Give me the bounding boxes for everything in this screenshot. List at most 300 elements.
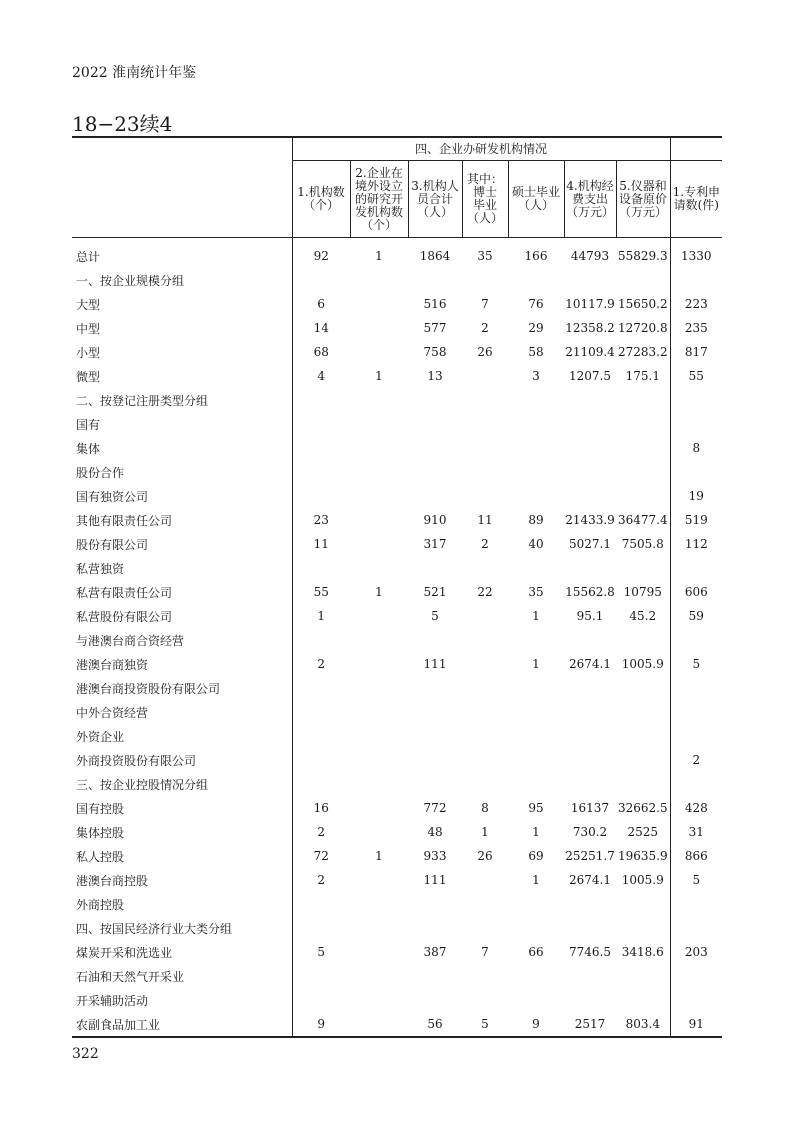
- table-cell: [508, 988, 564, 1012]
- stub-header: [72, 137, 292, 238]
- table-cell: [670, 772, 722, 796]
- table-cell: [670, 916, 722, 940]
- table-cell: [508, 724, 564, 748]
- table-cell: [350, 628, 408, 652]
- table-cell: [564, 892, 616, 916]
- table-cell: 1: [532, 873, 540, 887]
- table-cell: [508, 676, 564, 700]
- table-cell: 2674.1: [569, 873, 611, 887]
- table-row: [72, 796, 722, 820]
- table-cell: [462, 364, 508, 388]
- table-cell: 15650.2: [617, 297, 668, 311]
- column-header-line: （万元）: [565, 204, 614, 219]
- table-cell: [462, 772, 508, 796]
- table-cell: [616, 268, 670, 292]
- table-cell: 5: [431, 609, 439, 623]
- table-cell: [408, 484, 462, 508]
- row-label: 其他有限责任公司: [76, 513, 173, 528]
- table-row: [72, 532, 722, 556]
- table-cell: 803.4: [616, 1012, 670, 1037]
- table-cell: [564, 676, 616, 700]
- page-number: 322: [72, 1046, 99, 1062]
- column-header: [462, 161, 508, 238]
- table-row: [72, 772, 722, 796]
- table-row: [72, 238, 722, 269]
- table-cell: [508, 436, 564, 460]
- row-label: 中型: [76, 321, 101, 336]
- table-cell: 5: [670, 868, 722, 892]
- table-cell: 606: [670, 580, 722, 604]
- table-cell: [670, 892, 722, 916]
- table-cell: [350, 340, 408, 364]
- table-cell: 21433.9: [565, 513, 615, 527]
- table-cell: [508, 892, 564, 916]
- column-header: [350, 161, 408, 238]
- table-cell: [616, 892, 670, 916]
- table-cell: 16: [292, 796, 350, 820]
- table-cell: 2: [292, 868, 350, 892]
- table-cell: 55829.3: [617, 249, 668, 263]
- table-cell: 32662.5: [617, 801, 668, 815]
- table-cell: [292, 268, 350, 292]
- table-cell: [408, 916, 462, 940]
- row-label: 国有: [76, 417, 101, 432]
- table-cell: 2: [670, 748, 722, 772]
- table-cell: 21109.4: [565, 345, 615, 359]
- table-cell: [292, 892, 350, 916]
- table-cell: 519: [670, 508, 722, 532]
- table-cell: [616, 556, 670, 580]
- row-label: 中外合资经营: [76, 705, 149, 720]
- table-cell: [350, 700, 408, 724]
- table-cell: [564, 388, 616, 412]
- table-cell: 1: [481, 825, 489, 839]
- column-header: [616, 161, 670, 238]
- table-cell: 2: [292, 820, 350, 844]
- table-cell: 933: [423, 849, 447, 863]
- table-cell: 1: [532, 657, 540, 671]
- row-label: 微型: [76, 369, 101, 384]
- row-label: 三、按企业控股情况分组: [76, 777, 209, 792]
- table-cell: 7: [481, 945, 489, 959]
- table-body: [72, 238, 722, 1038]
- table-cell: [292, 436, 350, 460]
- row-label: 四、按国民经济行业大类分组: [76, 921, 233, 936]
- table-row: [72, 460, 722, 484]
- table-row: [72, 892, 722, 916]
- table-cell: [350, 508, 408, 532]
- table-cell: 68: [292, 340, 350, 364]
- table-cell: 91: [670, 1012, 722, 1037]
- table-row: [72, 412, 722, 436]
- column-header-line: 5.仪器和: [619, 178, 667, 193]
- column-header-line: 境外设立: [354, 178, 403, 193]
- table-cell: 95.1: [576, 609, 604, 623]
- table-row: [72, 484, 722, 508]
- table-cell: 1: [292, 604, 350, 628]
- table-cell: 5: [670, 652, 722, 676]
- table-cell: 29: [528, 321, 544, 335]
- table-cell: [292, 556, 350, 580]
- row-label: 与港澳台商合资经营: [76, 633, 185, 648]
- table-row: [72, 940, 722, 964]
- table-cell: [462, 988, 508, 1012]
- table-cell: 89: [528, 513, 544, 527]
- table-cell: 8: [670, 436, 722, 460]
- column-header-line: 2.企业在: [355, 165, 403, 180]
- table-cell: 2: [481, 537, 489, 551]
- table-cell: 16137: [570, 801, 610, 815]
- table-cell: [616, 436, 670, 460]
- row-label: 二、按登记注册类型分组: [76, 393, 209, 408]
- table-cell: 40: [528, 537, 544, 551]
- table-cell: [564, 772, 616, 796]
- table-cell: 730.2: [572, 825, 608, 839]
- table-cell: [462, 676, 508, 700]
- column-header-line: （个）: [302, 198, 339, 212]
- table-cell: [508, 700, 564, 724]
- table-cell: 19635.9: [617, 849, 668, 863]
- table-cell: [564, 988, 616, 1012]
- table-cell: 1207.5: [569, 369, 611, 383]
- table-row: [72, 316, 722, 340]
- row-label: 国有独资公司: [76, 489, 149, 504]
- table-cell: [462, 268, 508, 292]
- running-head: 2022 淮南统计年鉴: [72, 65, 197, 81]
- table-cell: [462, 556, 508, 580]
- table-row: [72, 748, 722, 772]
- table-cell: [350, 868, 408, 892]
- row-label: 大型: [76, 297, 101, 312]
- table-cell: 175.1: [625, 369, 660, 383]
- table-row: [72, 628, 722, 652]
- table-cell: [670, 676, 722, 700]
- table-cell: 25251.7: [565, 849, 615, 863]
- table-cell: 1864: [419, 249, 451, 263]
- column-header-line: 4.机构经: [566, 178, 614, 193]
- table-row: [72, 604, 722, 628]
- table-cell: [350, 988, 408, 1012]
- row-label: 外商投资股份有限公司: [76, 753, 197, 768]
- column-header-line: （人）: [517, 198, 554, 212]
- table-cell: 817: [670, 340, 722, 364]
- table-row: [72, 292, 722, 316]
- column-header: [408, 161, 462, 238]
- table-cell: [616, 460, 670, 484]
- table-cell: [564, 556, 616, 580]
- table-row: [72, 508, 722, 532]
- column-header-line: （人）: [466, 211, 503, 225]
- table-cell: [616, 412, 670, 436]
- table-cell: 111: [423, 657, 447, 671]
- group-header: 四、企业办研发机构情况: [292, 137, 670, 161]
- table-cell: 35: [477, 249, 493, 263]
- table-cell: [350, 484, 408, 508]
- table-cell: 7746.5: [569, 945, 611, 959]
- table-cell: [670, 460, 722, 484]
- table-cell: [616, 724, 670, 748]
- table-cell: [508, 964, 564, 988]
- row-label: 私人控股: [76, 849, 125, 864]
- row-label: 私营有限责任公司: [76, 585, 173, 600]
- table-cell: [350, 724, 408, 748]
- table-cell: [350, 532, 408, 556]
- column-header-line: 3.机构人: [411, 178, 459, 193]
- table-row: [72, 268, 722, 292]
- table-cell: [616, 388, 670, 412]
- table-cell: [670, 412, 722, 436]
- table-cell: [408, 748, 462, 772]
- column-header-line: 1.机构数: [297, 185, 345, 199]
- table-cell: 2525: [627, 825, 659, 839]
- table-cell: 772: [423, 801, 447, 815]
- table-cell: [350, 916, 408, 940]
- table-cell: [350, 652, 408, 676]
- table-row: [72, 820, 722, 844]
- table-cell: [564, 436, 616, 460]
- column-header: [292, 161, 350, 238]
- table-cell: [564, 628, 616, 652]
- column-header: [564, 161, 616, 238]
- table-cell: 12720.8: [617, 321, 668, 335]
- column-header-line: （个）: [360, 217, 397, 232]
- table-cell: 577: [423, 321, 447, 335]
- table-cell: [616, 772, 670, 796]
- table-cell: 76: [528, 297, 544, 311]
- table-cell: [292, 628, 350, 652]
- table-cell: [508, 916, 564, 940]
- table-cell: [408, 700, 462, 724]
- table-cell: [670, 700, 722, 724]
- table-cell: [292, 748, 350, 772]
- table-cell: [350, 268, 408, 292]
- table-cell: [408, 460, 462, 484]
- table-cell: [350, 388, 408, 412]
- table-cell: [616, 748, 670, 772]
- column-header-line: 的研究开: [354, 191, 403, 206]
- table-cell: 317: [423, 537, 447, 551]
- table-cell: [462, 436, 508, 460]
- table-cell: [350, 604, 408, 628]
- table-cell: [462, 868, 508, 892]
- table-cell: [508, 268, 564, 292]
- table-cell: 2: [481, 321, 489, 335]
- table-cell: [350, 1012, 408, 1037]
- table-cell: [408, 964, 462, 988]
- table-cell: [462, 388, 508, 412]
- table-cell: [616, 628, 670, 652]
- table-cell: [462, 412, 508, 436]
- table-cell: 3418.6: [621, 945, 664, 959]
- table-cell: 866: [670, 844, 722, 868]
- table-row: [72, 340, 722, 364]
- table-cell: 521: [423, 585, 447, 599]
- table-row: [72, 964, 722, 988]
- table-row: [72, 916, 722, 940]
- table-cell: [292, 772, 350, 796]
- table-cell: [408, 556, 462, 580]
- table-cell: 1: [375, 585, 383, 599]
- table-cell: [350, 964, 408, 988]
- table-row: [72, 676, 722, 700]
- row-label: 一、按企业规模分组: [76, 273, 185, 288]
- row-label: 小型: [76, 345, 101, 360]
- column-header-line: （万元）: [619, 204, 668, 219]
- row-label: 外资企业: [76, 729, 125, 744]
- column-header-line: 设备原价: [619, 191, 668, 206]
- table-cell: 387: [423, 945, 447, 959]
- table-cell: 69: [528, 849, 544, 863]
- table-cell: 1005.9: [621, 657, 664, 671]
- table-cell: [616, 964, 670, 988]
- table-cell: 36477.4: [617, 513, 668, 527]
- table-cell: 1: [532, 609, 540, 623]
- table-cell: 13: [427, 369, 443, 383]
- table-cell: [564, 748, 616, 772]
- table-cell: 223: [670, 292, 722, 316]
- table-row: [72, 988, 722, 1012]
- column-header: [508, 161, 564, 238]
- table-cell: 11: [292, 532, 350, 556]
- table-cell: 5027.1: [569, 537, 611, 551]
- table-row: [72, 364, 722, 388]
- table-cell: 48: [427, 825, 443, 839]
- table-cell: 235: [670, 316, 722, 340]
- row-label: 总计: [76, 249, 101, 264]
- table-row: [72, 652, 722, 676]
- table-cell: [292, 484, 350, 508]
- table-cell: [616, 484, 670, 508]
- table-cell: 1330: [670, 238, 722, 269]
- table-cell: 10795: [623, 585, 662, 599]
- row-label: 石油和天然气开采业: [76, 969, 185, 984]
- row-label: 集体: [76, 441, 101, 456]
- table-cell: 26: [477, 849, 493, 863]
- table-cell: [564, 700, 616, 724]
- table-cell: [508, 460, 564, 484]
- table-cell: 6: [292, 292, 350, 316]
- row-label: 港澳台商投资股份有限公司: [76, 681, 221, 696]
- table-row: [72, 556, 722, 580]
- table-cell: [350, 820, 408, 844]
- table-cell: [508, 412, 564, 436]
- row-label: 港澳台商独资: [76, 657, 149, 672]
- table-cell: [408, 988, 462, 1012]
- table-cell: 1: [375, 369, 383, 383]
- table-cell: [408, 436, 462, 460]
- row-label: 股份有限公司: [76, 537, 149, 552]
- table-cell: [408, 412, 462, 436]
- row-label: 煤炭开采和洗选业: [76, 945, 173, 960]
- patent-group-header: [670, 137, 722, 161]
- table-cell: 10117.9: [565, 297, 615, 311]
- table-cell: 35: [528, 585, 544, 599]
- table-cell: 111: [423, 873, 447, 887]
- table-cell: 56: [408, 1012, 462, 1037]
- table-cell: 2: [292, 652, 350, 676]
- table-cell: 72: [292, 844, 350, 868]
- table-cell: [292, 700, 350, 724]
- table-cell: 516: [423, 297, 447, 311]
- table-cell: 59: [670, 604, 722, 628]
- table-cell: [350, 796, 408, 820]
- table-cell: [670, 556, 722, 580]
- table-cell: 7505.8: [621, 537, 664, 551]
- table-cell: [350, 556, 408, 580]
- column-header-line: 毕业: [472, 198, 497, 212]
- table-cell: [564, 484, 616, 508]
- column-header-line: 1.专利申: [672, 185, 721, 199]
- table-cell: 1: [375, 249, 383, 263]
- table-cell: 112: [670, 532, 722, 556]
- column-header-line: 发机构数: [354, 204, 403, 219]
- table-cell: 166: [524, 249, 548, 263]
- table-cell: [292, 724, 350, 748]
- table-cell: [508, 772, 564, 796]
- table-cell: [350, 772, 408, 796]
- table-cell: [670, 388, 722, 412]
- table-row: [72, 436, 722, 460]
- table-cell: 58: [528, 345, 544, 359]
- table-cell: [292, 388, 350, 412]
- table-cell: [462, 628, 508, 652]
- row-label: 国有控股: [76, 801, 125, 816]
- table-cell: [292, 676, 350, 700]
- column-header-line: 请数(件): [673, 198, 719, 212]
- table-cell: 428: [670, 796, 722, 820]
- table-cell: 4: [292, 364, 350, 388]
- table-cell: [670, 628, 722, 652]
- table-cell: 95: [528, 801, 544, 815]
- table-cell: [508, 388, 564, 412]
- table-cell: [462, 484, 508, 508]
- table-cell: [462, 700, 508, 724]
- row-label: 开采辅助活动: [76, 993, 149, 1008]
- row-label: 农副食品加工业: [72, 1012, 292, 1037]
- table-cell: 31: [670, 820, 722, 844]
- table-cell: 3: [532, 369, 540, 383]
- table-cell: [508, 748, 564, 772]
- table-cell: [462, 916, 508, 940]
- table-cell: 12358.2: [565, 321, 615, 335]
- table-cell: [292, 988, 350, 1012]
- table-cell: [350, 748, 408, 772]
- table-cell: [564, 460, 616, 484]
- table-cell: [462, 652, 508, 676]
- table-cell: 2674.1: [569, 657, 611, 671]
- table-cell: [462, 604, 508, 628]
- table-cell: 19: [670, 484, 722, 508]
- table-cell: 66: [528, 945, 544, 959]
- table-cell: 45.2: [629, 609, 657, 623]
- table-cell: [508, 628, 564, 652]
- table-cell: 5: [292, 940, 350, 964]
- table-row: [72, 1012, 722, 1037]
- table-cell: 11: [477, 513, 493, 527]
- table-cell: 1005.9: [621, 873, 664, 887]
- row-label: 港澳台商控股: [76, 873, 149, 888]
- column-header-line: （人）: [416, 204, 453, 219]
- column-header: [670, 161, 722, 238]
- table-cell: [350, 676, 408, 700]
- table-cell: [408, 772, 462, 796]
- table-cell: [292, 916, 350, 940]
- table-cell: 1: [375, 849, 383, 863]
- table-cell: 8: [481, 801, 489, 815]
- column-header-line: 博士: [472, 185, 497, 199]
- table-cell: 2517: [564, 1012, 616, 1037]
- table-cell: [408, 388, 462, 412]
